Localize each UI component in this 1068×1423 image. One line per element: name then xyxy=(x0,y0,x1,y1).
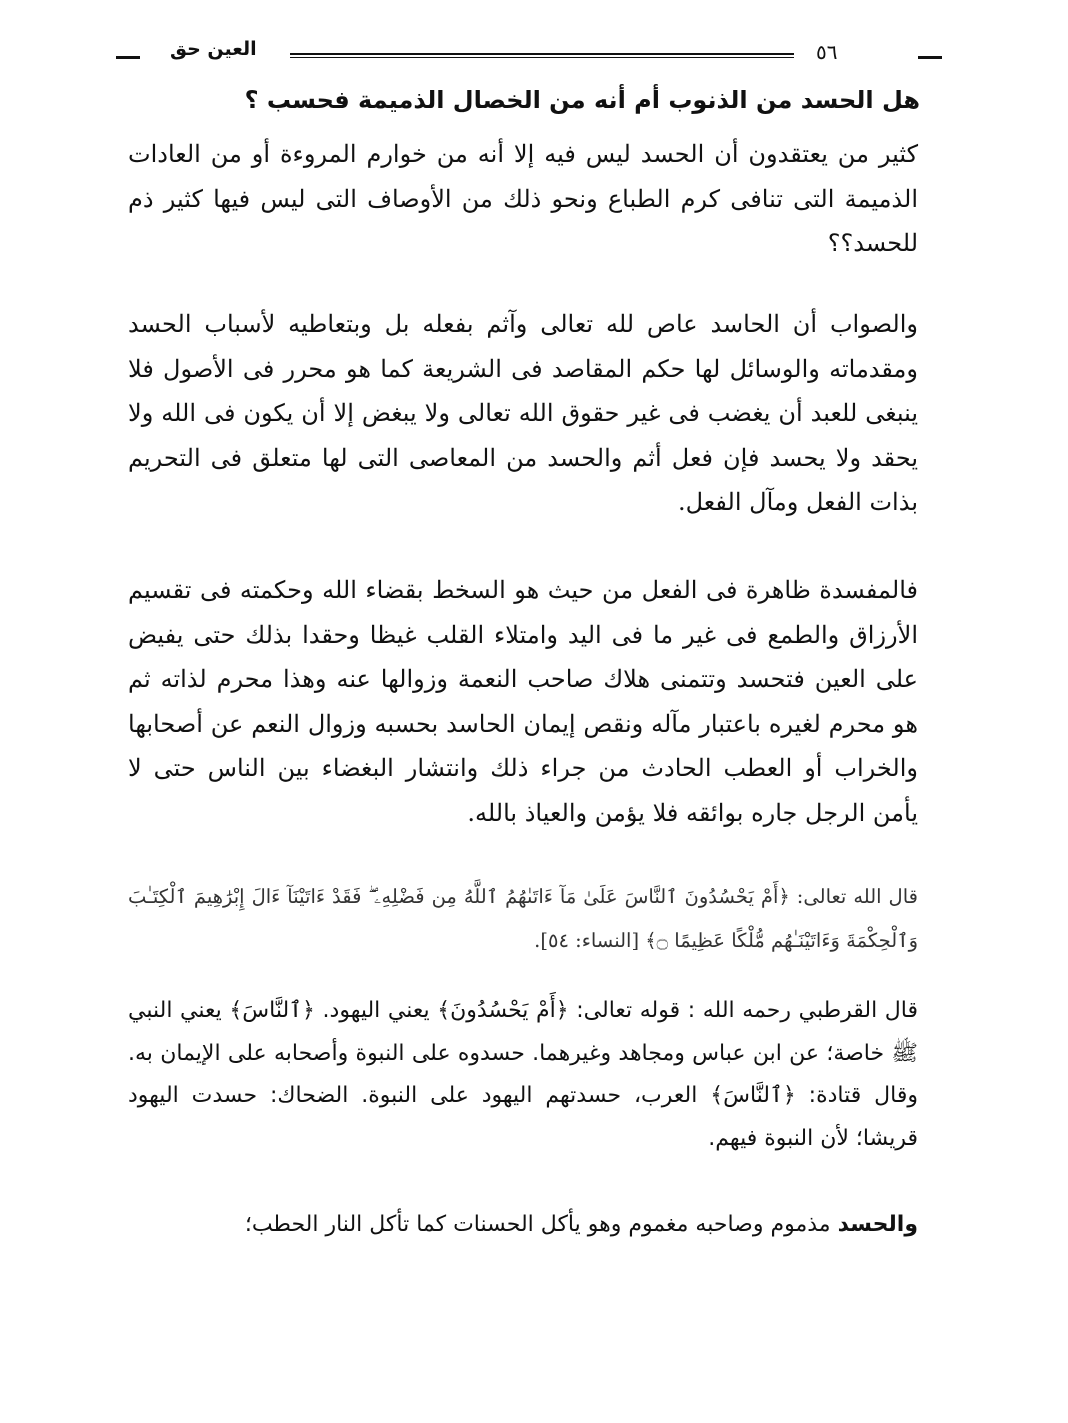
paragraph-5-text: مذموم وصاحبه مغموم وهو يأكل الحسنات كما تأكل النار الحطب؛ xyxy=(244,1212,838,1237)
running-header xyxy=(112,34,942,74)
paragraph-1: كثير من يعتقدون أن الحسد ليس فيه إلا أنه من خوارم المروءة أو من العادات الذميمة التى تنافى كرم الطباع ونحو ذلك من الأوصاف التى ليس فيها كثير ذم للحسد؟؟ xyxy=(128,140,918,257)
paragraph-qurtubi: قال القرطبي رحمه الله : قوله تعالى: ﴿أَمْ يَحْسُدُونَ﴾ يعني اليهود. ﴿ٱلنَّاسَ﴾ يعني النبي ﷺ خاصة؛ عن ابن عباس ومجاهد وغيرهما. حسدوه على النبوة وأصحابه على الإيمان به. وقال قتادة: ﴿ٱلنَّاسَ﴾ العرب، حسدتهم اليهود على النبوة. الضحاك: حسدت اليهود قريشا؛ لأن النبوة فيهم. xyxy=(128,998,918,1151)
paragraph-3: فالمفسدة ظاهرة فى الفعل من حيث هو السخط بقضاء الله وحكمته فى تقسيم الأرزاق والطمع فى غير ما فى اليد وامتلاء القلب غيظا وحقدا بذلك حتى يفيض على العين فتحسد وتتمنى هلاك صاحب النعمة وزوالها عنه وهذا محرم لذاته ثم هو محرم لغيره باعتبار مآله ونقص إيمان الحاسد بحسبه وزوال النعم عن أصحابها والخراب أو العطب الحادث من جراء ذلك وانتشار البغضاء بين الناس حتى لا يأمن الرجل جاره بوائقه فلا يؤمن والعياذ بالله. xyxy=(128,576,918,827)
paragraph-2: والصواب أن الحاسد عاص لله تعالى وآثم بفعله بل وبتعاطيه لأسباب الحسد ومقدماته والوسائل لها حكم المقاصد فى الشريعة كما هو محرر فى الأصول فلا ينبغى للعبد أن يغضب فى غير حقوق الله تعالى ولا يبغض إلا أن يكون فى الله ولا يحقد ولا يحسد فإن فعل أثم والحسد من المعاصى التى لها متعلق فى التحريم بذات الفعل ومآل الفعل. xyxy=(128,310,918,516)
running-header-title: العين حق xyxy=(170,38,257,60)
section-heading: هل الحسد من الذنوب أم أنه من الخصال الذميمة فحسب ؟ xyxy=(244,86,920,114)
page-number: ٥٦ xyxy=(816,40,838,64)
quran-quote: قال الله تعالى: ﴿أَمْ يَحْسُدُونَ ٱلنَّاسَ عَلَىٰ مَآ ءَاتَىٰهُمُ ٱللَّهُ مِن فَضْلِهِۦ ۖ فَقَدْ ءَاتَيْنَآ ءَالَ إِبْرَٰهِيمَ ٱلْكِتَـٰبَ وَٱلْحِكْمَةَ وَءَاتَيْنَـٰهُم مُّلْكًا عَظِيمًا ۝﴾ [النساء: ٥٤]. xyxy=(128,885,918,952)
paragraph-5 xyxy=(245,1204,918,1246)
header-dash-left xyxy=(116,56,140,59)
header-rule xyxy=(290,53,794,58)
paragraph-5-lead: والحسد xyxy=(837,1212,918,1237)
header-dash-right xyxy=(918,56,942,59)
